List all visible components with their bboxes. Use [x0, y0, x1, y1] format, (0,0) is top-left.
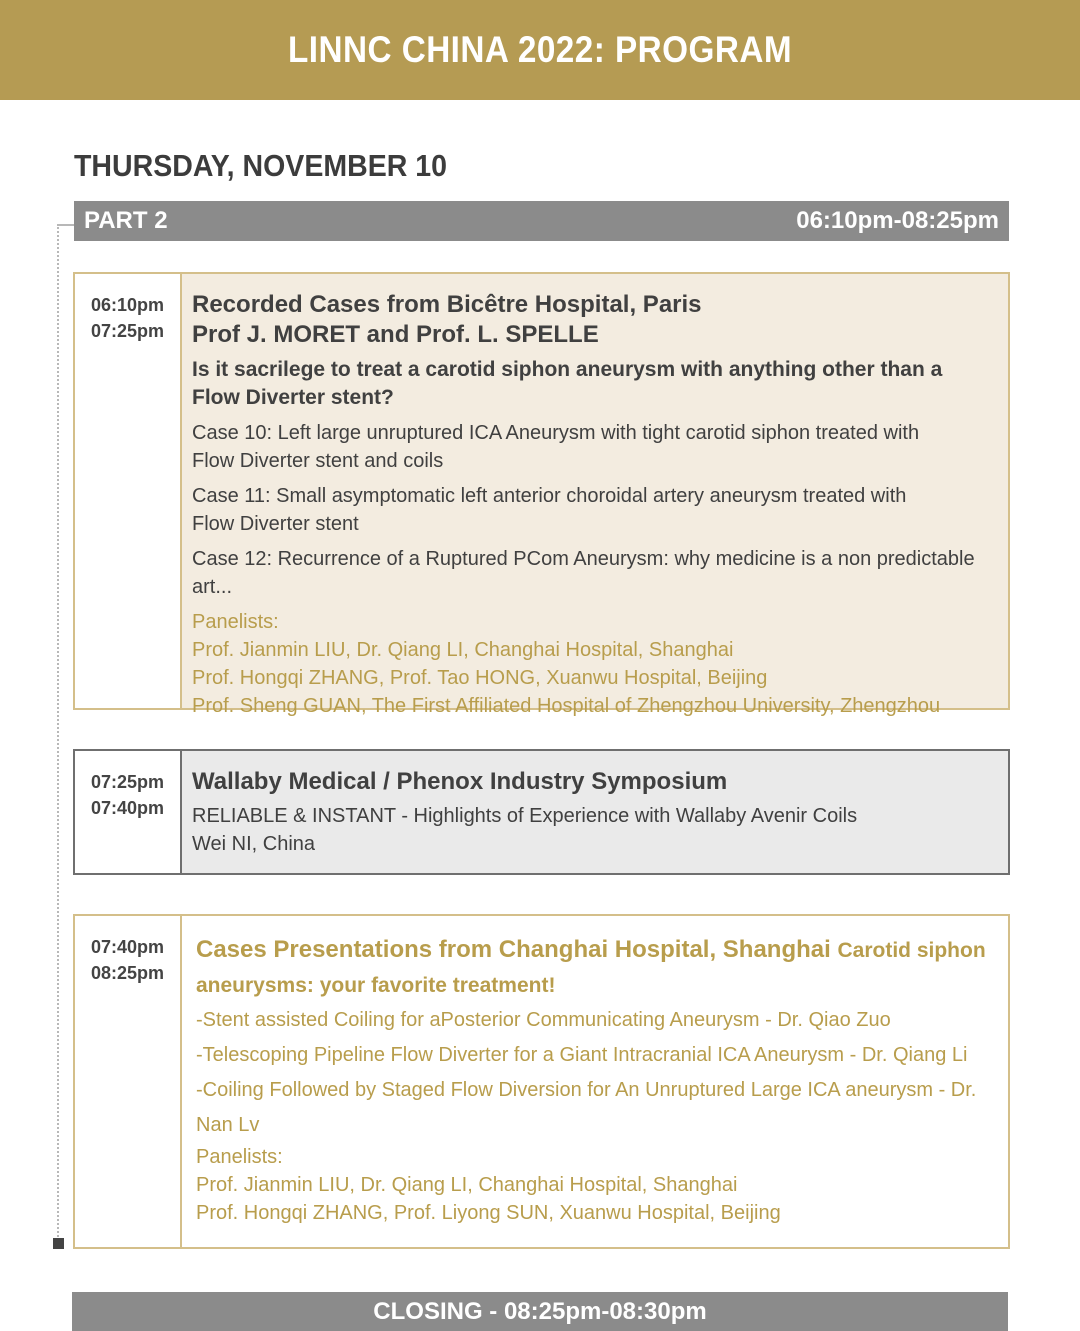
panelists-label: Panelists:	[196, 1146, 283, 1168]
case-line: Flow Diverter stent	[192, 513, 359, 535]
session-block-industry-symposium	[73, 749, 1010, 875]
session-start-time: 07:25pm	[91, 772, 165, 792]
panelist-line: Prof. Hongqi ZHANG, Prof. Liyong SUN, Xuanwu Hospital, Beijing	[196, 1202, 781, 1224]
case-item: -Stent assisted Coiling for aPosterior Communicating Aneurysm - Dr. Qiao Zuo	[196, 1009, 891, 1031]
session-subtitle: Carotid siphon	[837, 939, 986, 962]
session-block-changhai-cases	[73, 914, 1010, 1249]
timeline-end-marker	[53, 1238, 64, 1249]
question-line: Is it sacrilege to treat a carotid siphon aneurysm with anything other than a	[192, 358, 943, 381]
session-content	[182, 916, 1008, 1247]
session-block-recorded-cases	[73, 272, 1010, 717]
case-item: -Telescoping Pipeline Flow Diverter for a Giant Intracranial ICA Aneurysm - Dr. Qiang Li	[196, 1044, 968, 1066]
session-title-line	[196, 932, 998, 968]
session-description: RELIABLE & INSTANT - Highlights of Experience with Wallaby Avenir Coils	[192, 805, 858, 827]
session-title: Cases Presentations from Changhai Hospital, Shanghai	[196, 936, 831, 963]
session-end-time: 07:40pm	[91, 798, 165, 818]
panelist-line: Prof. Hongqi ZHANG, Prof. Tao HONG, Xuanwu Hospital, Beijing	[192, 667, 768, 689]
panelists-label: Panelists:	[192, 611, 279, 633]
case-item: -Coiling Followed by Staged Flow Diversion for An Unruptured Large ICA aneurysm - Dr.	[196, 1079, 977, 1101]
panelists-list	[196, 1143, 998, 1227]
closing-label: CLOSING - 08:25pm-08:30pm	[373, 1298, 707, 1325]
session-title: Recorded Cases from Bicêtre Hospital, Paris	[192, 291, 702, 318]
session-content	[182, 751, 1008, 873]
case-item	[192, 482, 998, 538]
session-end-time: 07:25pm	[91, 321, 165, 341]
session-start-time: 07:40pm	[91, 937, 165, 957]
case-line: Case 11: Small asymptomatic left anterior choroidal artery aneurysm treated with	[192, 485, 907, 507]
panelist-line: Prof. Jianmin LIU, Dr. Qiang LI, Changhai Hospital, Shanghai	[192, 639, 734, 661]
panelist-line: Prof. Sheng GUAN, The First Affiliated Hospital of Zhengzhou University, Zhengzhou	[192, 695, 941, 717]
case-line: Flow Diverter stent and coils	[192, 450, 444, 472]
page-header	[0, 0, 1080, 100]
case-item	[192, 419, 998, 475]
question-line: Flow Diverter stent?	[192, 386, 394, 409]
timeline-connector	[57, 224, 74, 226]
session-end-time: 08:25pm	[91, 963, 165, 983]
session-title: Wallaby Medical / Phenox Industry Symposium	[192, 768, 728, 795]
session-time	[75, 916, 182, 1247]
program-title: LINNC CHINA 2022: PROGRAM	[287, 29, 793, 70]
case-item: Nan Lv	[196, 1114, 260, 1136]
day-title: THURSDAY, NOVEMBER 10	[74, 148, 447, 183]
session-subtitle-cont: aneurysms: your favorite treatment!	[196, 974, 556, 997]
session-speakers: Prof J. MORET and Prof. L. SPELLE	[192, 321, 599, 348]
panelists-list	[192, 608, 998, 720]
timeline-line	[57, 224, 59, 1244]
case-line: Case 10: Left large unruptured ICA Aneurysm with tight carotid siphon treated with	[192, 422, 920, 444]
session-content	[182, 274, 1008, 717]
part-time: 06:10pm-08:25pm	[796, 207, 999, 234]
case-item	[192, 545, 998, 601]
session-speaker: Wei NI, China	[192, 833, 316, 855]
part-label: PART 2	[84, 207, 168, 234]
session-time	[75, 751, 182, 873]
closing-bar	[72, 1292, 1008, 1331]
session-start-time: 06:10pm	[91, 295, 165, 315]
session-question	[192, 356, 998, 412]
panelist-line: Prof. Jianmin LIU, Dr. Qiang LI, Changhai Hospital, Shanghai	[196, 1174, 738, 1196]
session-time	[75, 274, 182, 708]
part-header-bar	[74, 201, 1009, 241]
case-line: Case 12: Recurrence of a Ruptured PCom Aneurysm: why medicine is a non predictable art...	[192, 548, 975, 598]
